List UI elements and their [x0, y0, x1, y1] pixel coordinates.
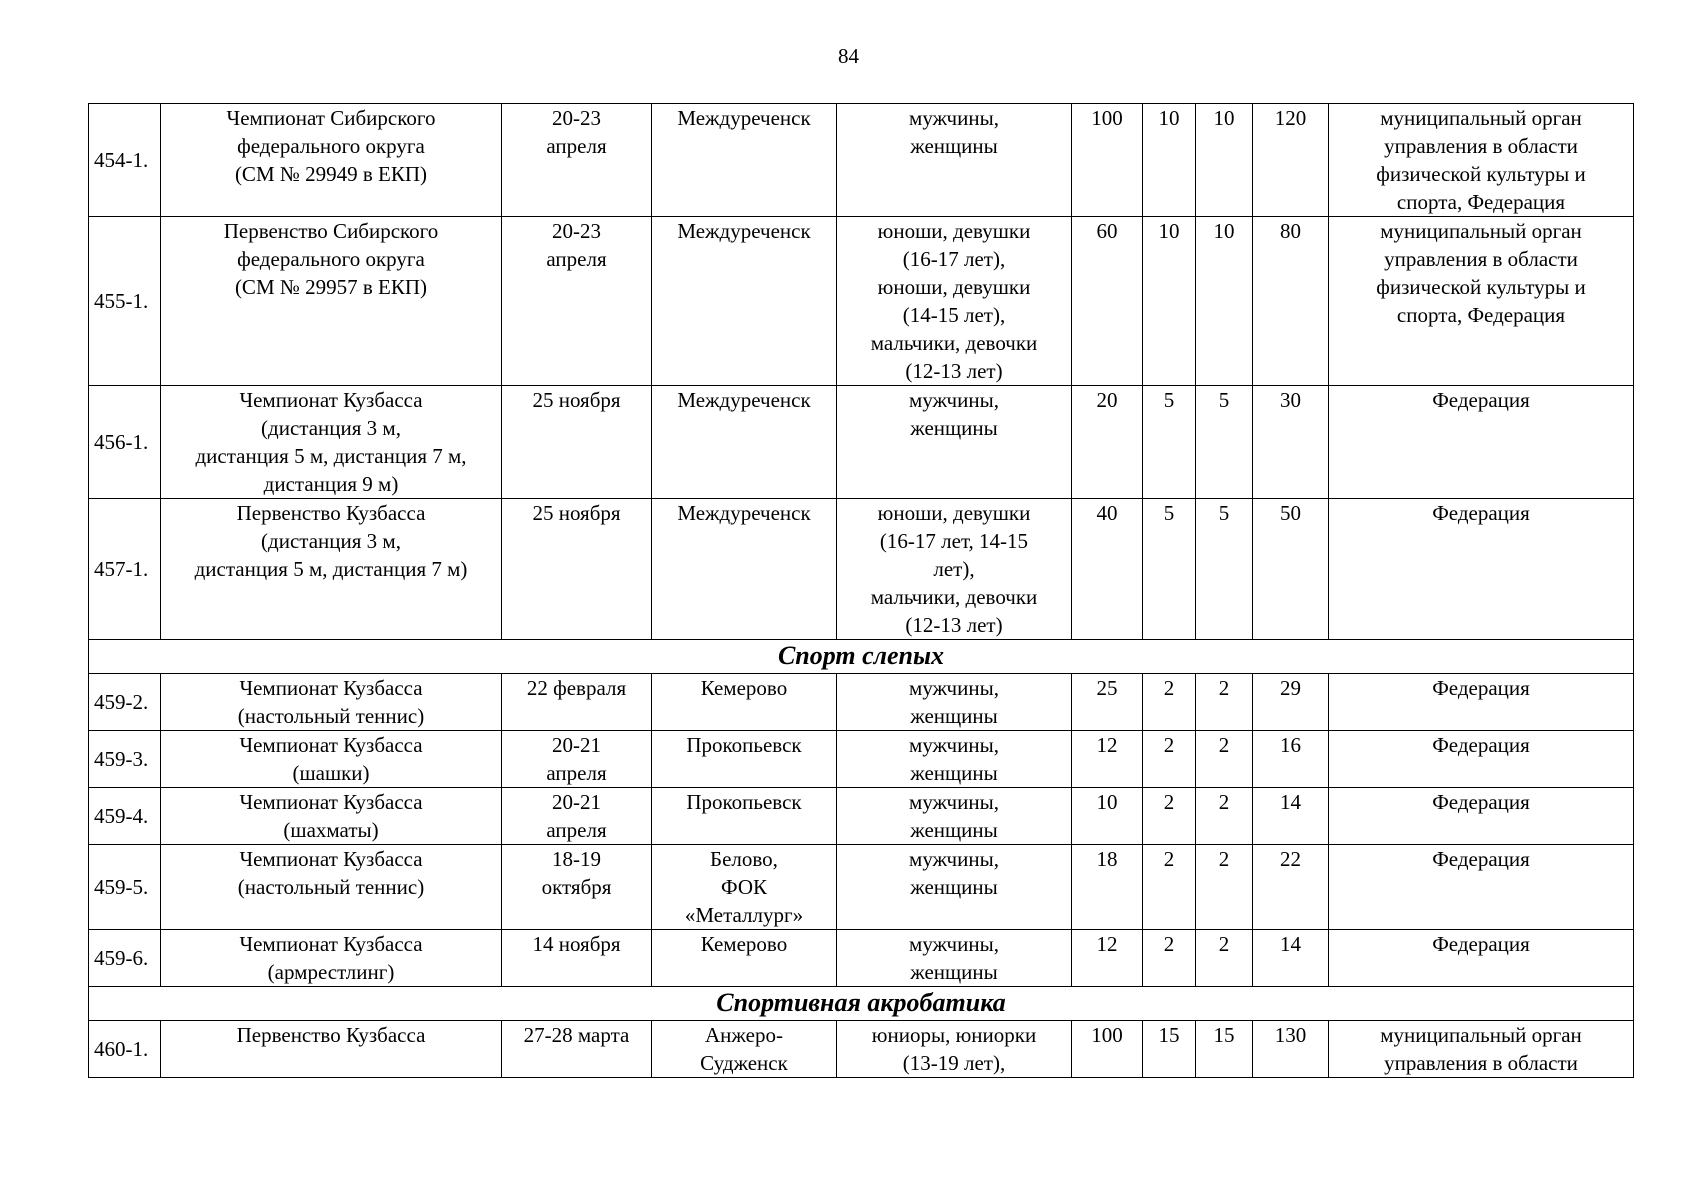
section-row [89, 640, 1634, 674]
coaches-count: 2 [1143, 731, 1196, 788]
total-count: 50 [1253, 499, 1329, 640]
event-dates: 20-23 апреля [502, 217, 652, 386]
row-number: 459-3. [89, 731, 161, 788]
event-place: Анжеро- Судженск [652, 1021, 837, 1078]
judges-count: 10 [1196, 104, 1253, 217]
athletes-count: 12 [1072, 731, 1143, 788]
event-participants: мужчины, женщины [837, 674, 1072, 731]
judges-count: 5 [1196, 386, 1253, 499]
judges-count: 5 [1196, 499, 1253, 640]
judges-count: 10 [1196, 217, 1253, 386]
coaches-count: 10 [1143, 104, 1196, 217]
event-name: Чемпионат Кузбасса (шахматы) [161, 788, 502, 845]
event-participants: мужчины, женщины [837, 104, 1072, 217]
athletes-count: 60 [1072, 217, 1143, 386]
event-organizer: муниципальный орган управления в области физической культуры и спорта, Федерация [1329, 104, 1634, 217]
event-participants: мужчины, женщины [837, 788, 1072, 845]
section-title: Спорт слепых [89, 640, 1634, 674]
athletes-count: 12 [1072, 930, 1143, 987]
row-number: 454-1. [89, 104, 161, 217]
row-number: 459-4. [89, 788, 161, 845]
coaches-count: 2 [1143, 674, 1196, 731]
total-count: 29 [1253, 674, 1329, 731]
event-place: Кемерово [652, 674, 837, 731]
row-number: 456-1. [89, 386, 161, 499]
event-participants: юниоры, юниорки (13-19 лет), [837, 1021, 1072, 1078]
event-participants: мужчины, женщины [837, 386, 1072, 499]
event-place: Междуреченск [652, 104, 837, 217]
judges-count: 15 [1196, 1021, 1253, 1078]
event-organizer: Федерация [1329, 788, 1634, 845]
page-number: 84 [838, 44, 859, 68]
event-dates: 25 ноября [502, 386, 652, 499]
event-name: Чемпионат Кузбасса (армрестлинг) [161, 930, 502, 987]
athletes-count: 100 [1072, 1021, 1143, 1078]
events-table [88, 103, 1634, 1078]
table-row [89, 731, 1634, 788]
table-row [89, 386, 1634, 499]
table-row [89, 499, 1634, 640]
event-dates: 18-19 октября [502, 845, 652, 930]
event-dates: 14 ноября [502, 930, 652, 987]
event-participants: мужчины, женщины [837, 731, 1072, 788]
event-name: Чемпионат Кузбасса (шашки) [161, 731, 502, 788]
event-place: Междуреченск [652, 217, 837, 386]
table-row [89, 788, 1634, 845]
total-count: 16 [1253, 731, 1329, 788]
judges-count: 2 [1196, 788, 1253, 845]
event-participants: мужчины, женщины [837, 845, 1072, 930]
event-organizer: Федерация [1329, 731, 1634, 788]
event-organizer: Федерация [1329, 930, 1634, 987]
event-name: Первенство Сибирского федерального округа (СМ № 29957 в ЕКП) [161, 217, 502, 386]
event-organizer: Федерация [1329, 499, 1634, 640]
total-count: 30 [1253, 386, 1329, 499]
row-number: 455-1. [89, 217, 161, 386]
row-number: 459-2. [89, 674, 161, 731]
athletes-count: 40 [1072, 499, 1143, 640]
total-count: 14 [1253, 788, 1329, 845]
table-row [89, 1021, 1634, 1078]
row-number: 459-6. [89, 930, 161, 987]
event-name: Первенство Кузбасса [161, 1021, 502, 1078]
event-participants: юноши, девушки (16-17 лет), юноши, девушки (14-15 лет), мальчики, девочки (12-13 лет) [837, 217, 1072, 386]
coaches-count: 10 [1143, 217, 1196, 386]
coaches-count: 5 [1143, 499, 1196, 640]
section-row [89, 987, 1634, 1021]
event-participants: юноши, девушки (16-17 лет, 14-15 лет), мальчики, девочки (12-13 лет) [837, 499, 1072, 640]
table-row [89, 104, 1634, 217]
event-place: Прокопьевск [652, 731, 837, 788]
event-place: Кемерово [652, 930, 837, 987]
event-place: Междуреченск [652, 499, 837, 640]
coaches-count: 5 [1143, 386, 1196, 499]
coaches-count: 2 [1143, 930, 1196, 987]
judges-count: 2 [1196, 731, 1253, 788]
coaches-count: 15 [1143, 1021, 1196, 1078]
event-dates: 20-21 апреля [502, 731, 652, 788]
athletes-count: 10 [1072, 788, 1143, 845]
total-count: 120 [1253, 104, 1329, 217]
judges-count: 2 [1196, 674, 1253, 731]
event-organizer: Федерация [1329, 674, 1634, 731]
row-number: 460-1. [89, 1021, 161, 1078]
athletes-count: 20 [1072, 386, 1143, 499]
judges-count: 2 [1196, 845, 1253, 930]
event-dates: 20-23 апреля [502, 104, 652, 217]
table-body [89, 104, 1634, 1078]
event-dates: 20-21 апреля [502, 788, 652, 845]
event-organizer: муниципальный орган управления в области [1329, 1021, 1634, 1078]
event-organizer: муниципальный орган управления в области физической культуры и спорта, Федерация [1329, 217, 1634, 386]
event-place: Междуреченск [652, 386, 837, 499]
athletes-count: 100 [1072, 104, 1143, 217]
total-count: 14 [1253, 930, 1329, 987]
row-number: 457-1. [89, 499, 161, 640]
event-dates: 22 февраля [502, 674, 652, 731]
section-title: Спортивная акробатика [89, 987, 1634, 1021]
coaches-count: 2 [1143, 845, 1196, 930]
athletes-count: 18 [1072, 845, 1143, 930]
event-name: Чемпионат Кузбасса (настольный теннис) [161, 845, 502, 930]
event-dates: 27-28 марта [502, 1021, 652, 1078]
event-name: Чемпионат Сибирского федерального округа (СМ № 29949 в ЕКП) [161, 104, 502, 217]
table-row [89, 674, 1634, 731]
total-count: 130 [1253, 1021, 1329, 1078]
event-name: Чемпионат Кузбасса (дистанция 3 м, дистанция 5 м, дистанция 7 м, дистанция 9 м) [161, 386, 502, 499]
total-count: 80 [1253, 217, 1329, 386]
athletes-count: 25 [1072, 674, 1143, 731]
table-row [89, 845, 1634, 930]
event-name: Первенство Кузбасса (дистанция 3 м, дистанция 5 м, дистанция 7 м) [161, 499, 502, 640]
coaches-count: 2 [1143, 788, 1196, 845]
event-place: Белово, ФОК «Металлург» [652, 845, 837, 930]
judges-count: 2 [1196, 930, 1253, 987]
event-participants: мужчины, женщины [837, 930, 1072, 987]
row-number: 459-5. [89, 845, 161, 930]
table-row [89, 217, 1634, 386]
total-count: 22 [1253, 845, 1329, 930]
event-organizer: Федерация [1329, 845, 1634, 930]
event-dates: 25 ноября [502, 499, 652, 640]
event-place: Прокопьевск [652, 788, 837, 845]
table-row [89, 930, 1634, 987]
event-name: Чемпионат Кузбасса (настольный теннис) [161, 674, 502, 731]
event-organizer: Федерация [1329, 386, 1634, 499]
